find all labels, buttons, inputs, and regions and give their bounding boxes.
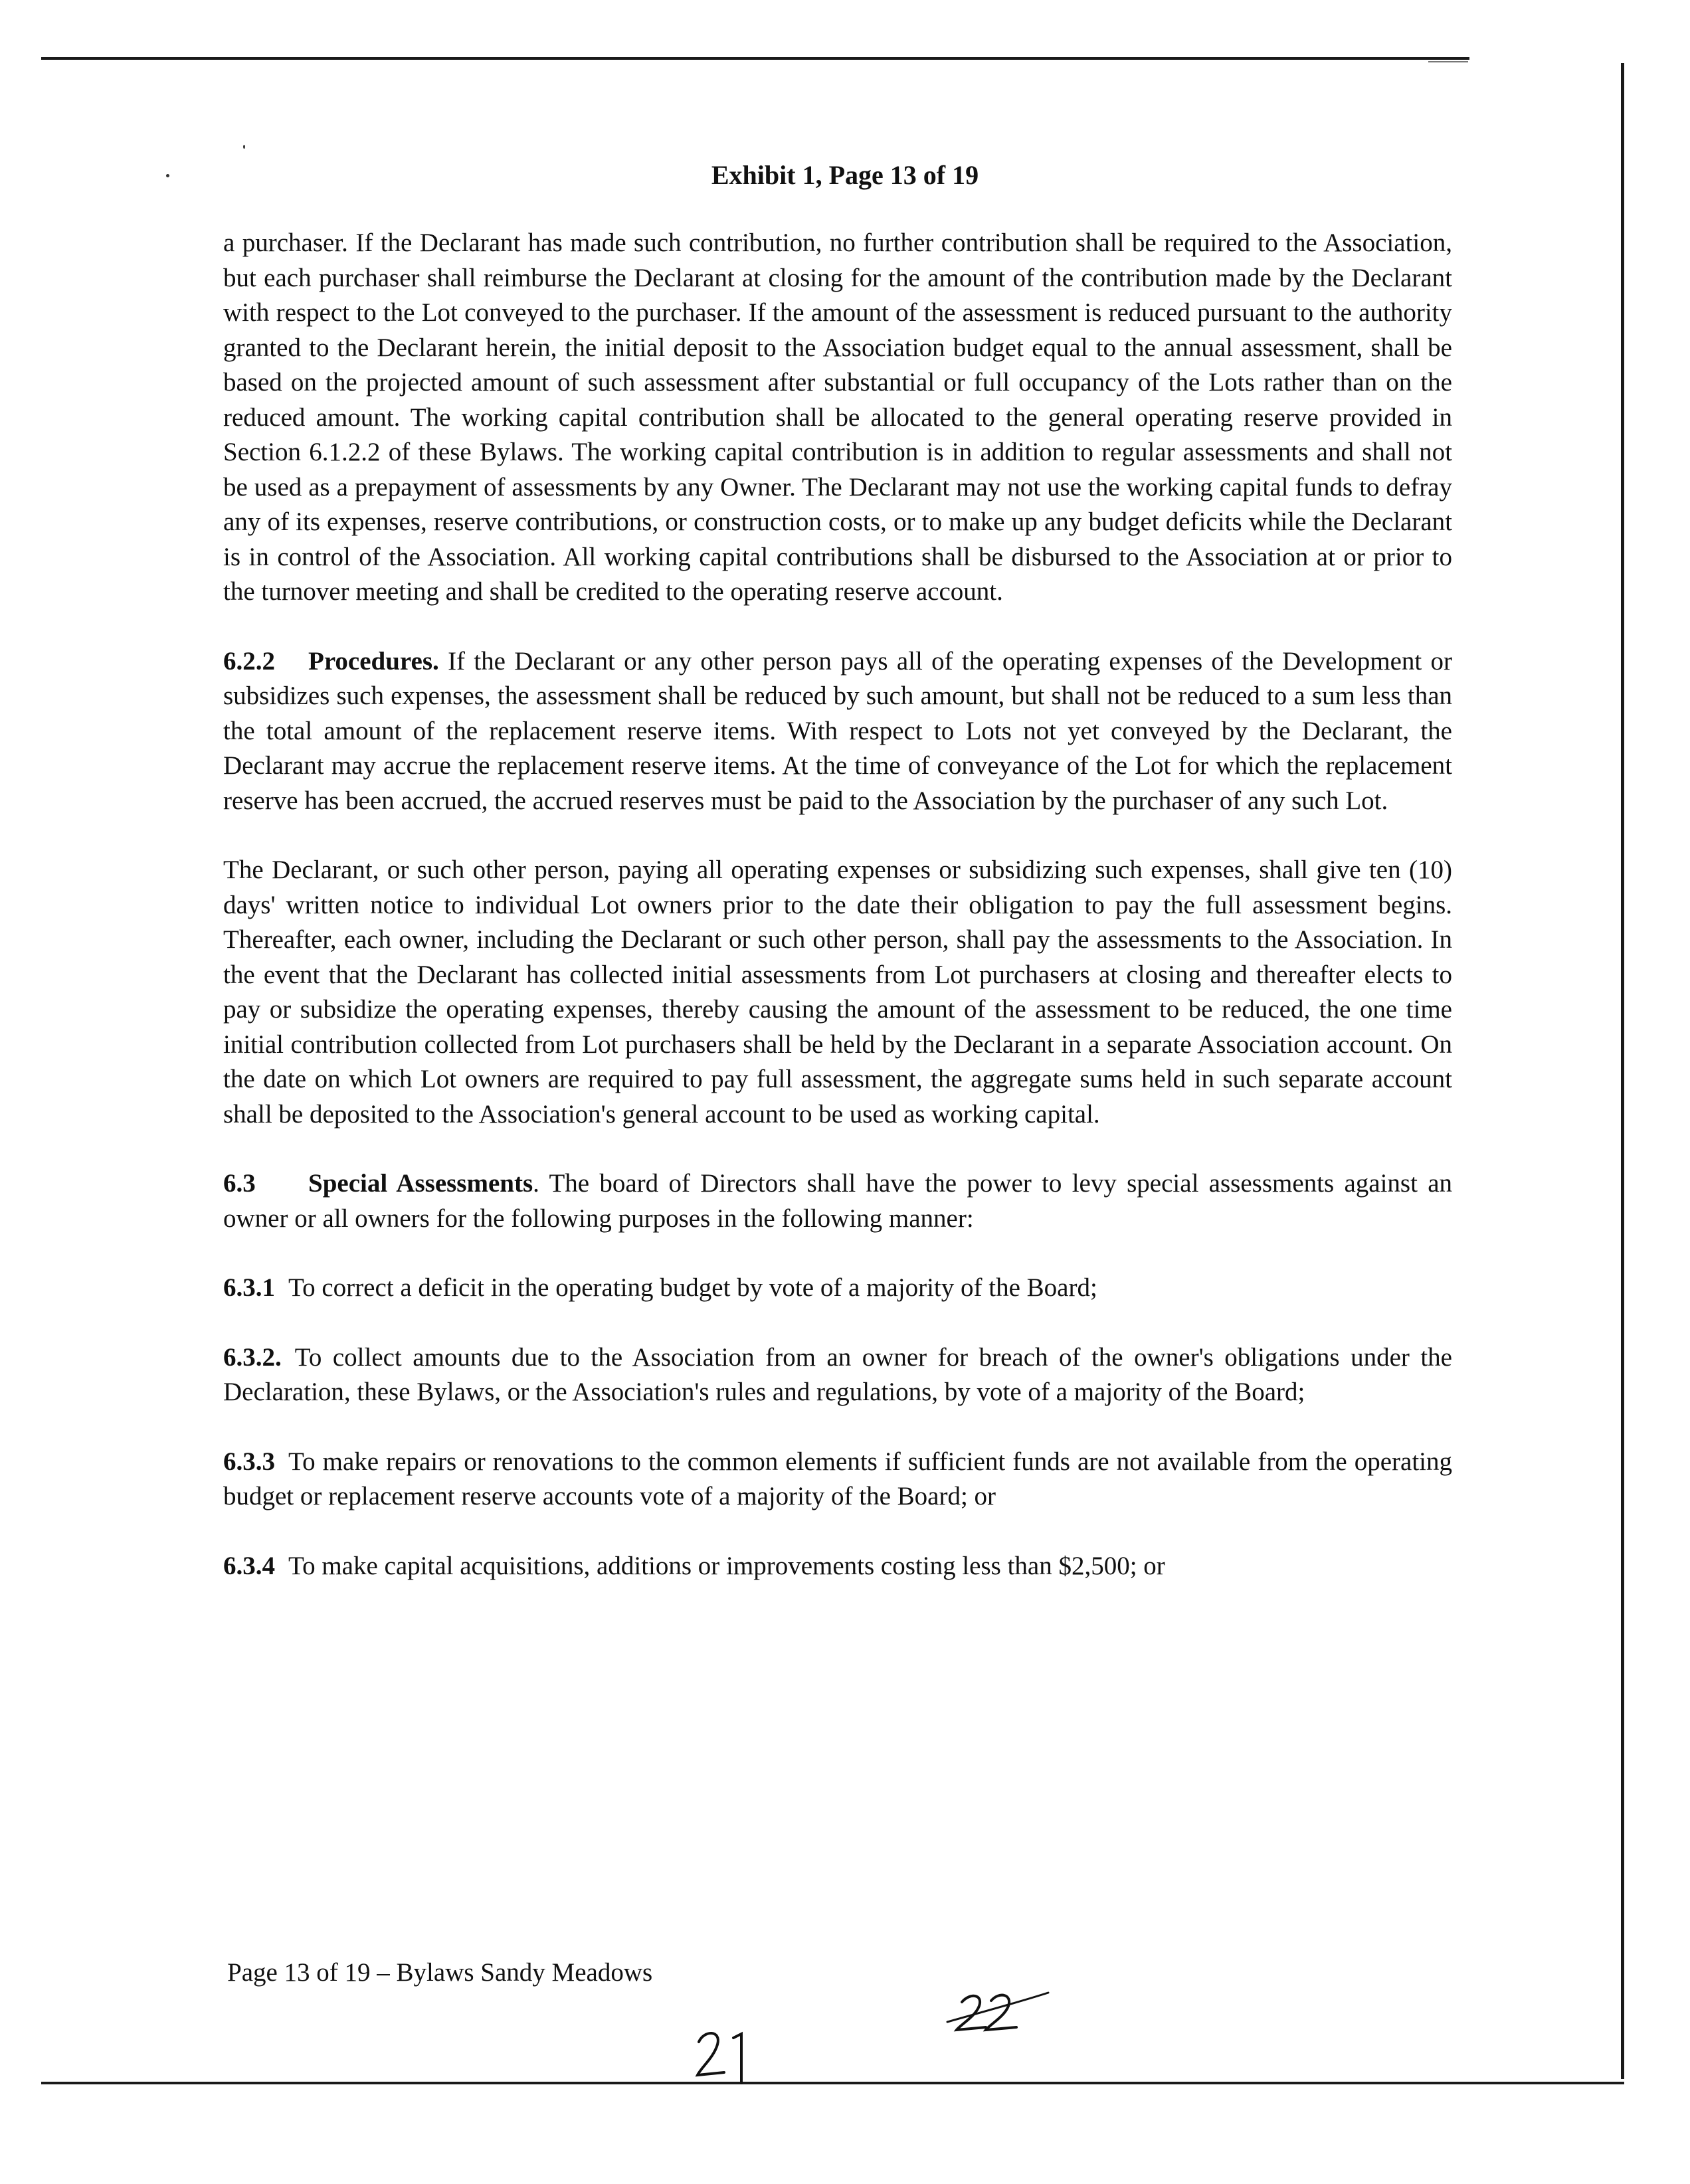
page-footer: Page 13 of 19 – Bylaws Sandy Meadows [227, 1958, 653, 1987]
scan-border-top-fade [1428, 61, 1468, 62]
section-text: . The board of Directors shall have the power to levy special assessments against an owner or all owners for the following purposes in the following manner: [223, 1169, 1453, 1233]
scan-border-top [41, 57, 1469, 60]
section-number: 6.3.3 [223, 1447, 275, 1476]
scan-border-bottom [41, 2082, 1624, 2084]
section-text: To make repairs or renovations to the common elements if sufficient funds are not available from the operating budget or replacement reserve accounts vote of a majority of the Board; or [223, 1447, 1452, 1510]
section-6-3-1 [223, 1271, 1452, 1306]
section-text: To collect amounts due to the Association from an owner for breach of the owner's obligations under the Declaration, these Bylaws, or the Association's rules and regulations, by vote of a majority of the Board; [223, 1342, 1452, 1406]
handwritten-page-mark-center [691, 2025, 764, 2086]
document-body [223, 226, 1452, 1618]
section-6-2-2 [223, 644, 1452, 819]
section-number: 6.3.4 [223, 1551, 275, 1580]
section-6-3-2 [223, 1340, 1452, 1410]
scan-border-right [1621, 63, 1624, 2079]
section-heading: Special Assessments [308, 1169, 533, 1198]
handwritten-page-mark-right [942, 1987, 1062, 2041]
page-header: Exhibit 1, Page 13 of 19 [711, 160, 979, 190]
section-heading: Procedures. [308, 646, 439, 676]
paragraph-working-capital: a purchaser. If the Declarant has made such contribution, no further contribution shall be required to the Association, but each purchaser shall reimburse the Declarant at closing for the amount of the contribution made by the Declarant with respect to the Lot conveyed to the purchaser. If the amount of the assessment is reduced pursuant to the authority granted to the Declarant herein, the initial deposit to the Association budget equal to the annual assessment, shall be based on the projected amount of such assessment after substantial or full occupancy of the Lots rather than on the reduced amount. The working capital contribution shall be allocated to the general operating reserve provided in Section 6.1.2.2 of these Bylaws. The working capital contribution is in addition to regular assessments and shall not be used as a prepayment of assessments by any Owner. The Declarant may not use the working capital funds to defray any of its expenses, reserve contributions, or construction costs, or to make up any budget deficits while the Declarant is in control of the Association. All working capital contributions shall be disbursed to the Association at or prior to the turnover meeting and shall be credited to the operating reserve account. [223, 228, 1452, 606]
section-text: To correct a deficit in the operating budget by vote of a majority of the Board; [288, 1273, 1097, 1302]
section-number: 6.3.1 [223, 1273, 275, 1302]
section-number: 6.2.2 [223, 646, 275, 676]
paragraph-declarant-notice: The Declarant, or such other person, paying all operating expenses or subsidizing such expenses, shall give ten (10) days' written notice to individual Lot owners prior to the date their obligation to pay the full assessment begins. Thereafter, each owner, including the Declarant or such other person, shall pay the assessments to the Association. In the event that the Declarant has collected initial assessments from Lot purchasers at closing and thereafter elects to pay or subsidize the operating expenses, thereby causing the amount of the assessment to be reduced, the one time initial contribution collected from Lot purchasers shall be held by the Declarant in a separate Association account. On the date on which Lot owners are required to pay full assessment, the aggregate sums held in such separate account shall be deposited to the Association's general account to be used as working capital. [223, 856, 1452, 1129]
section-text: To make capital acquisitions, additions or improvements costing less than $2,500; or [288, 1551, 1165, 1580]
section-6-3-3 [223, 1445, 1452, 1514]
section-6-3-4 [223, 1549, 1452, 1584]
scan-speck [243, 145, 245, 149]
section-number: 6.3 [223, 1169, 256, 1198]
section-6-3 [223, 1166, 1452, 1236]
section-number: 6.3.2. [223, 1342, 282, 1372]
section-text: If the Declarant or any other person pays all of the operating expenses of the Development or subsidizes such expenses, the assessment shall be reduced by such amount, but shall not be reduced to a sum less than the total amount of the replacement reserve items. With respect to Lots not yet conveyed by the Declarant, the Declarant may accrue the replacement reserve items. At the time of conveyance of the Lot for which the replacement reserve has been accrued, the accrued reserves must be paid to the Association by the purchaser of any such Lot. [223, 646, 1452, 815]
